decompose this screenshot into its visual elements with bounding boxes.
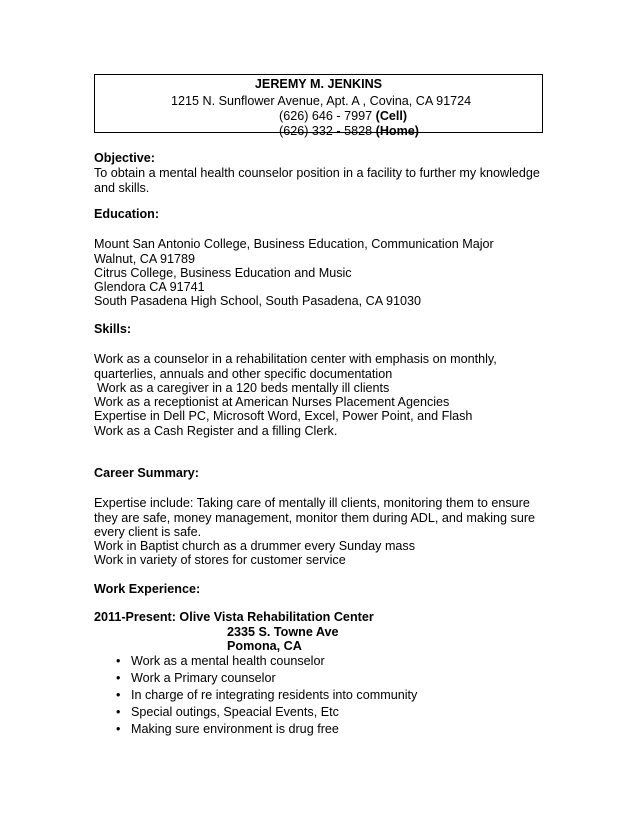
applicant-name: JEREMY M. JENKINS bbox=[254, 77, 383, 91]
work-experience-heading: Work Experience: bbox=[94, 582, 201, 596]
skills-line: quarterlies, annuals and other specific documentation bbox=[94, 367, 393, 381]
objective-heading: Objective: bbox=[94, 151, 155, 165]
skills-line: Work as a caregiver in a 120 beds mentally ill clients bbox=[97, 381, 390, 395]
education-heading: Education: bbox=[94, 207, 160, 221]
bullet-icon: • bbox=[116, 705, 121, 719]
bullet-icon: • bbox=[116, 722, 121, 736]
education-line: Citrus College, Business Education and Music bbox=[94, 266, 352, 280]
skills-line: Work as a Cash Register and a filling Clerk. bbox=[94, 424, 338, 438]
career-summary-line: Work in Baptist church as a drummer every Sunday mass bbox=[94, 539, 416, 553]
education-line: South Pasadena High School, South Pasadena, CA 91030 bbox=[94, 294, 421, 308]
career-summary-line: Expertise include: Taking care of mentally ill clients, monitoring them to ensure bbox=[94, 496, 530, 510]
cell-phone bbox=[279, 109, 407, 123]
bullet-icon: • bbox=[116, 671, 121, 685]
skills-line: Work as a counselor in a rehabilitation center with emphasis on monthly, bbox=[94, 352, 497, 366]
home-phone-label: (Home) bbox=[375, 124, 420, 138]
bullet-icon: • bbox=[116, 654, 121, 668]
address: 1215 N. Sunflower Avenue, Apt. A , Covina, CA 91724 bbox=[171, 94, 472, 108]
job-title: 2011-Present: Olive Vista Rehabilitation Center bbox=[94, 610, 374, 624]
education-line: Mount San Antonio College, Business Education, Communication Major bbox=[94, 237, 494, 251]
job-address-street: 2335 S. Towne Ave bbox=[227, 625, 339, 639]
cell-phone-label: (Cell) bbox=[375, 109, 408, 123]
objective-line: and skills. bbox=[94, 181, 150, 195]
home-phone bbox=[279, 124, 419, 138]
objective-line: To obtain a mental health counselor position in a facility to further my knowledge bbox=[94, 166, 540, 180]
career-summary-line: every client is safe. bbox=[94, 525, 202, 539]
bullet-icon: • bbox=[116, 688, 121, 702]
career-summary-line: they are safe, money management, monitor them during ADL, and making sure bbox=[94, 511, 536, 525]
skills-line: Expertise in Dell PC, Microsoft Word, Excel, Power Point, and Flash bbox=[94, 409, 473, 423]
career-summary-heading: Career Summary: bbox=[94, 466, 199, 480]
skills-heading: Skills: bbox=[94, 322, 132, 336]
job-address-city: Pomona, CA bbox=[227, 639, 302, 653]
career-summary-line: Work in variety of stores for customer service bbox=[94, 553, 346, 567]
education-line: Glendora CA 91741 bbox=[94, 280, 205, 294]
education-line: Walnut, CA 91789 bbox=[94, 252, 196, 266]
skills-line: Work as a receptionist at American Nurses Placement Agencies bbox=[94, 395, 450, 409]
resume-page: JEREMY M. JENKINS 1215 N. Sunflower Avenue, Apt. A , Covina, CA 91724 (626) 646 - 7997 (Cell) (626) 332 - 5828 (Home) Objective: To obtain a mental health counselor position in a facility to further my knowledge and skills. Education: Mount San Antonio College, Business Education, Communication Major Walnut, CA 91789 Citrus College, Business Education and Music Glendora CA 91741 South Pasadena High School, South Pasadena, CA 91030 Skills: Work as a counselor in a rehabilitation center with emphasis on monthly, quarterlies, annuals and other specific documentation Work as a caregiver in a 120 beds mentally ill clients Work as a receptionist at American Nurses Placement Agencies Expertise in Dell PC, Microsoft Word, Excel, Power Point, and Flash Work as a Cash Register and a filling Clerk. Career Summary: Expertise include: Taking care of mentally ill clients, monitoring them to ensure they are safe, money management, monitor them during ADL, and making sure every client is safe. Work in Baptist church as a drummer every Sunday mass Work in variety of stores for customer service Work Experience: 2011-Present: Olive Vista Rehabilitation Center 2335 S. Towne Ave Pomona, CA • Work as a mental health counselor • Work a Primary counselor • In charge of re integrating residents into community • Special outings, Speacial Events, Etc • Making sure environment is drug free bbox=[0, 0, 638, 826]
home-phone-number: (626) 332 - 5828 bbox=[279, 124, 373, 138]
contact-header-box bbox=[94, 74, 543, 138]
cell-phone-number: (626) 646 - 7997 bbox=[279, 109, 373, 123]
